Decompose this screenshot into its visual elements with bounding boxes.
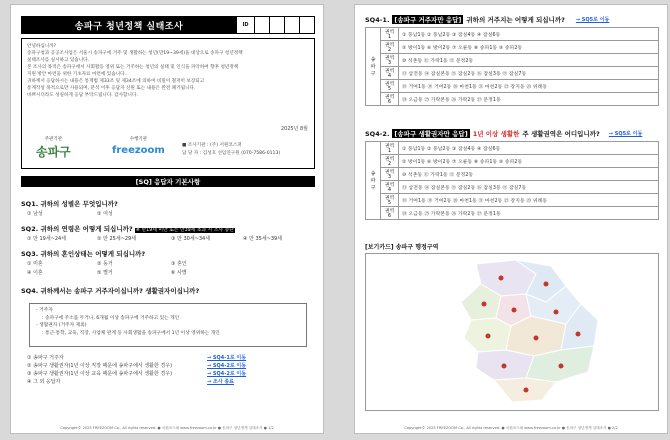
id-label: ID xyxy=(236,17,254,33)
sq4-2-table xyxy=(365,141,659,220)
table-row xyxy=(366,142,659,155)
exec-org xyxy=(112,136,165,156)
sq3-option-6[interactable]: ⑥ 사별 xyxy=(171,270,187,276)
table-row xyxy=(366,28,659,41)
table-row xyxy=(366,93,659,106)
intro-line: 귀하께서 응답하시는 내용은 통계법 제33조 및 제34조에 의하여 비밀이 철저히 보장되고 xyxy=(27,79,205,84)
sq2-option-1[interactable]: ① 만 19세~24세 xyxy=(27,236,67,242)
sq4-option-4[interactable]: ④ 그 외 응답자 xyxy=(27,379,61,385)
sq4-2-tag: SQ4-2. xyxy=(365,129,390,138)
region-label: 권역6 xyxy=(381,93,399,106)
table-row xyxy=(366,67,659,80)
table-row xyxy=(366,54,659,67)
district-label: 송파구 xyxy=(366,28,381,106)
host-org xyxy=(36,136,71,160)
sq3-option-2[interactable]: ② 동거 xyxy=(97,261,113,267)
def-living-title: - 생활권자 (거주자 제외) xyxy=(36,323,87,328)
sq4-option-2[interactable]: ② 송파구 생활권자(1년 이상 직장 때문에 송파구에서 생활한 경우) xyxy=(27,363,173,369)
survey-title: 송파구 청년정책 실태조사 xyxy=(22,17,236,33)
intro-line: 본 조사의 목적은 송파구에서 사회활동 영위 또는 거주하는 청년의 실태 및 인식을 파악하여 향후 청년정책 xyxy=(27,65,239,70)
intro-line: 안녕하십니까? xyxy=(27,44,57,49)
sq4-question: SQ4. 귀하께서는 송파구 거주자이십니까? 생활권자이십니까? xyxy=(21,287,200,295)
page-footer: Copyright© 2025 FREEZOOM Co., All rights reserved. ● 서원코스퍼 www.freezoom.co.kr ● 송파구 청년정책 실태조사 ● 1/2 xyxy=(60,426,274,430)
def-living-text: : 통근·통학, 교육, 직장, 사업체 관계 등 사회생활을 송파구에서 1년 이상 영위하는 개인 xyxy=(42,330,220,336)
page-footer: Copyright© 2025 FREEZOOM Co., All rights reserved. ● 서원코스퍼 www.freezoom.co.kr ● 송파구 청년정책 실태조사 ● 2/2 xyxy=(404,426,618,430)
sq4-2-highlight: [송파구 생활권자만 응답] xyxy=(394,130,468,138)
sq4-2-question xyxy=(365,129,642,138)
district-map-card xyxy=(365,253,659,411)
table-row xyxy=(366,194,659,207)
sq4-definition-box xyxy=(29,303,307,347)
contact-line: 담 당 자 : 김성호 선임연구원 (070-7586-0113) xyxy=(182,151,281,156)
region-label: 권역5 xyxy=(381,194,399,207)
survey-header xyxy=(21,16,315,34)
sq2-text: SQ2. 귀하의 연령은 어떻게 되십니까? xyxy=(21,225,133,233)
sq4-2-text: 주 생활권역은 어디입니까? xyxy=(522,130,600,138)
dong-options[interactable]: ⑤ 방이1동 ⑥ 방이2동 ⑦ 오륜동 ⑧ 송파1동 ⑨ 송파2동 xyxy=(399,41,659,54)
region-label: 권역3 xyxy=(381,54,399,67)
survey-page-1 xyxy=(10,4,324,434)
dong-options[interactable]: ⑤ 방이1동 ⑥ 방이2동 ⑦ 오륜동 ⑧ 송파1동 ⑨ 송파2동 xyxy=(399,155,659,168)
table-row xyxy=(366,80,659,93)
survey-page-2 xyxy=(354,4,668,434)
map-card-title: [보기카드] 송파구 행정구역 xyxy=(365,244,439,251)
dong-options[interactable]: ㉔ 오금동 ㉕ 가락본동 ㉖ 가락2동 ㉗ 문정1동 xyxy=(399,93,659,106)
region-label: 권역1 xyxy=(381,28,399,41)
sq3-option-1[interactable]: ① 미혼 xyxy=(27,261,43,267)
region-label: 권역6 xyxy=(381,207,399,220)
id-cell-3[interactable] xyxy=(284,17,299,33)
sq2-option-4[interactable]: ④ 만 35세~39세 xyxy=(243,236,283,242)
id-cell-1[interactable] xyxy=(254,17,269,33)
sq4-1-table xyxy=(365,27,659,106)
sq2-option-2[interactable]: ② 만 25세~29세 xyxy=(97,236,137,242)
sq4-option-1[interactable]: ① 송파구 거주자 xyxy=(27,355,64,361)
intro-line: 송파구청과 공공조사업은 서울시 송파구에 거주 및 생활하는 청년(만19~39세)을 대상으로 송파구 청년정책 xyxy=(27,51,243,56)
region-label: 권역4 xyxy=(381,181,399,194)
intro-line: 실태조사를 실시하고 있습니다. xyxy=(27,58,90,63)
sq3-option-3[interactable]: ③ 혼인 xyxy=(171,261,187,267)
id-cell-4[interactable] xyxy=(299,17,314,33)
skip-link-sq4-2[interactable]: → SQ4-2로 이동 xyxy=(207,363,247,369)
skip-link-sq4-1[interactable]: → SQ4-1로 이동 xyxy=(207,355,247,361)
intro-line: 통계작성 목적으로만 사용되며, 분석 이후 응답자 신원 또는 내용은 완전 폐기됩니다. xyxy=(27,86,196,91)
region-label: 권역3 xyxy=(381,168,399,181)
sq4-1-highlight: [송파구 거주자만 응답] xyxy=(394,16,462,24)
sq4-2-red-text: 1년 이상 생활한 xyxy=(472,130,520,138)
region-label: 권역4 xyxy=(381,67,399,80)
dong-options[interactable]: ⑱ 거여1동 ⑲ 거여2동 ⑳ 마천1동 ㉑ 마천2동 ㉒ 장지동 ㉓ 위례동 xyxy=(399,194,659,207)
sq4-1-text: 귀하의 거주지는 어떻게 되십니까? xyxy=(466,16,565,24)
def-resident-text: : 송파구에 주소를 두거나, 6개월 이상 송파구에 거주하고 있는 개인 xyxy=(42,315,180,321)
dong-options[interactable]: ⑬ 삼전동 ⑭ 잠실본동 ⑮ 잠실2동 ⑯ 잠실3동 ⑰ 잠실7동 xyxy=(399,67,659,80)
dong-options[interactable]: ⑬ 삼전동 ⑭ 잠실본동 ⑮ 잠실2동 ⑯ 잠실3동 ⑰ 잠실7동 xyxy=(399,181,659,194)
songpa-map-image xyxy=(366,254,658,410)
intro-line: 지원 방안 마련을 위한 기초자료 마련에 있습니다. xyxy=(27,72,126,77)
skip-link-sq4-2b[interactable]: → SQ4-2로 이동 xyxy=(207,371,247,377)
dong-options[interactable]: ① 풍납1동 ② 풍납2동 ③ 잠실4동 ④ 잠실6동 xyxy=(399,142,659,155)
table-row xyxy=(366,181,659,194)
intro-box xyxy=(21,38,315,169)
sq2-question xyxy=(21,224,235,233)
freezoom-logo: freezoom xyxy=(112,145,165,156)
district-label: 송파구 xyxy=(366,142,381,220)
sq4-2-skip-link[interactable]: → SQ5로 이동 xyxy=(608,131,643,137)
intro-line: 바쁘시더라도 성실하게 응답 부탁드립니다. 감사합니다. xyxy=(27,93,138,98)
survey-date: 2025년 8월 xyxy=(280,126,308,132)
section-title: [SQ] 응답자 기본사항 xyxy=(21,176,315,187)
sq1-option-female[interactable]: ② 여성 xyxy=(97,211,113,217)
agency-info xyxy=(182,142,280,158)
dong-options[interactable]: ① 풍납1동 ② 풍납2동 ③ 잠실4동 ④ 잠실6동 xyxy=(399,28,659,41)
sq3-option-5[interactable]: ⑤ 별거 xyxy=(97,270,113,276)
sq4-1-question xyxy=(365,15,609,24)
table-row xyxy=(366,168,659,181)
sq1-question: SQ1. 귀하의 성별은 무엇입니까? xyxy=(21,200,118,208)
skip-link-end[interactable]: → 조사 종료 xyxy=(207,379,234,385)
dong-options[interactable]: ㉔ 오금동 ㉕ 가락본동 ㉖ 가락2동 ㉗ 문정1동 xyxy=(399,207,659,220)
dong-options[interactable]: ⑩ 석촌동 ⑪ 가락1동 ⑫ 문정2동 xyxy=(399,168,659,181)
region-label: 권역1 xyxy=(381,142,399,155)
exec-label: 수행기관 xyxy=(129,137,148,142)
table-row xyxy=(366,41,659,54)
host-label: 주관기관 xyxy=(44,137,63,142)
sq2-option-3[interactable]: ③ 만 30세~34세 xyxy=(171,236,211,242)
region-label: 권역2 xyxy=(381,41,399,54)
sq4-option-3[interactable]: ③ 송파구 생활권자(1년 이상 교육 때문에 송파구에서 생활한 경우) xyxy=(27,371,173,377)
sq3-option-4[interactable]: ④ 이혼 xyxy=(27,270,43,276)
table-row xyxy=(366,155,659,168)
id-cell-2[interactable] xyxy=(269,17,284,33)
def-resident-title: - 거주자 xyxy=(36,308,53,313)
sq2-note: ※ 만19세 미만 또는 만39세 초과 시 조사 중단 xyxy=(135,228,234,233)
sq4-1-skip-link[interactable]: → SQ5로 이동 xyxy=(575,17,610,23)
table-row xyxy=(366,207,659,220)
sq4-1-tag: SQ4-1. xyxy=(365,15,390,24)
dong-options[interactable]: ⑱ 거여1동 ⑲ 거여2동 ⑳ 마천1동 ㉑ 마천2동 ㉒ 장지동 ㉓ 위례동 xyxy=(399,80,659,93)
songpa-logo: 송파구 xyxy=(36,145,71,159)
agency-line: ■ 조사기관 : (주) 서원코스퍼 xyxy=(182,143,242,148)
sq3-question: SQ3. 귀하의 혼인상태는 어떻게 되십니까? xyxy=(21,250,146,258)
dong-options[interactable]: ⑩ 석촌동 ⑪ 가락1동 ⑫ 문정2동 xyxy=(399,54,659,67)
region-label: 권역2 xyxy=(381,155,399,168)
sq1-option-male[interactable]: ① 남성 xyxy=(27,211,43,217)
region-label: 권역5 xyxy=(381,80,399,93)
